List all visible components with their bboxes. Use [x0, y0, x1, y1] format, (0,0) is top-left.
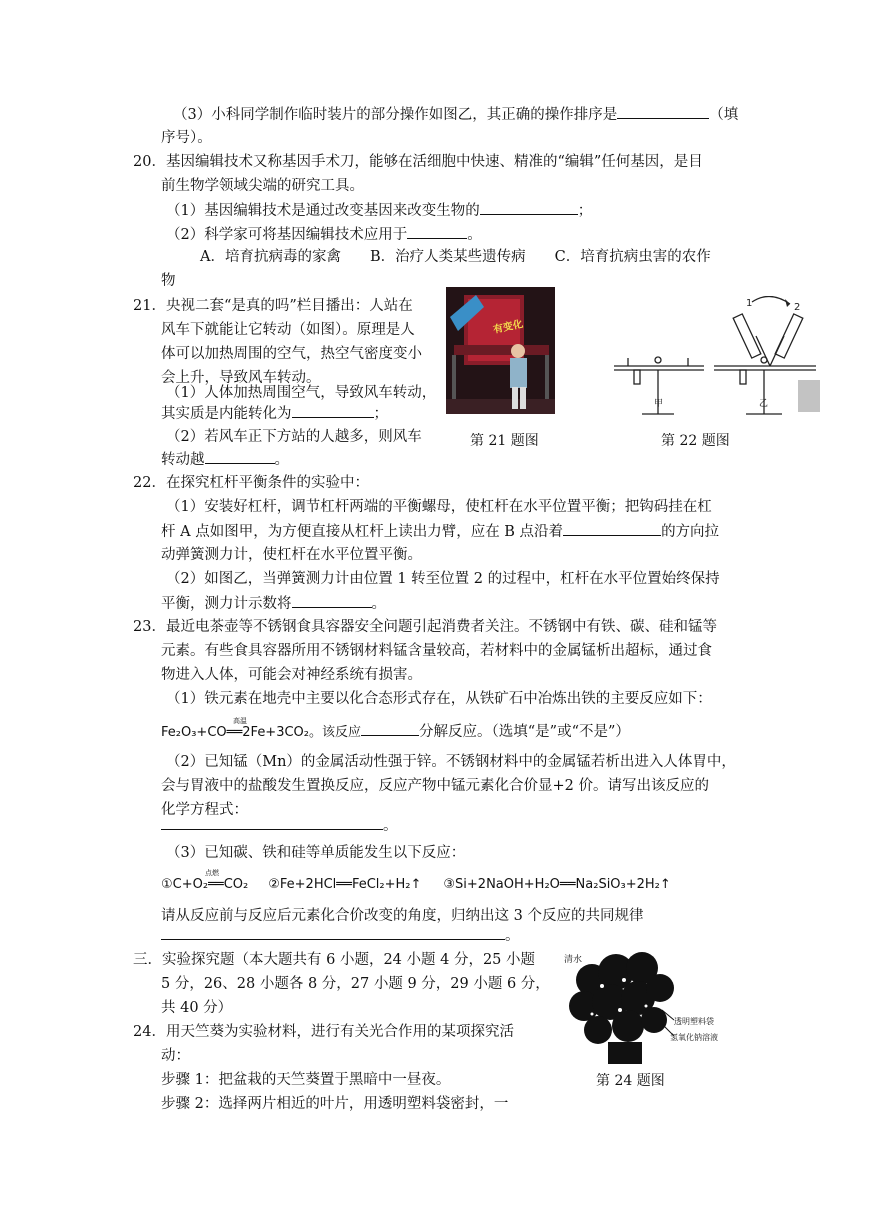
- q22-part1a: （1）安装好杠杆，调节杠杆两端的平衡螺母，使杠杆在水平位置平衡；把钩码挂在杠: [166, 499, 712, 515]
- q23-stem-line3: 物进入人体，可能会对神经系统有损害。: [161, 667, 422, 683]
- q22-part2a: （2）如图乙，当弹簧测力计由位置 1 转至位置 2 的过程中，杠杆在水平位置始终保持: [166, 571, 720, 587]
- q23-part2-answer-line: 。: [161, 815, 398, 836]
- q23-stem-line2: 元素。有些食具容器所用不锈钢材料锰含量较高，若材料中的金属锰析出超标，通过食: [161, 643, 712, 659]
- q20-part2: （2）科学家可将基因编辑技术应用于 。: [166, 224, 482, 245]
- answer-blank[interactable]: [361, 721, 419, 736]
- q23-stem-line1: 23．最近电茶壶等不锈钢食具容器安全问题引起消费者关注。不锈钢中有铁、碳、硅和锰等: [133, 619, 717, 635]
- q20-options: A．培育抗病毒的家禽 B．治疗人类某些遗传病 C．培育抗病虫害的农作: [200, 249, 711, 265]
- q23-part1: （1）铁元素在地壳中主要以化合态形式存在，从铁矿石中冶炼出铁的主要反应如下：: [166, 691, 712, 707]
- q24-figure-caption: 第 24 题图: [596, 1073, 665, 1089]
- answer-blank[interactable]: [205, 449, 275, 464]
- q19-part3-line2: 序号）。: [161, 130, 212, 146]
- q23-equation-1: Fe₂O₃+CO══2Fe+3CO₂。该反应 高温 分解反应。（选填“是”或“不是”）: [161, 721, 630, 743]
- q22-part1b: 杆 A 点如图甲，为方便直接从杠杆上读出力臂，应在 B 点沿着 的方向拉: [161, 521, 719, 542]
- plastic-bag-label: 透明塑料袋: [674, 1017, 714, 1026]
- q21-part2b: 转动越 。: [161, 449, 289, 470]
- q23-part2c: 化学方程式：: [161, 802, 248, 818]
- q22-part2b: 平衡，测力计示数将 。: [161, 593, 386, 614]
- q21-stem-line4: 会上升，导致风车转动。: [161, 370, 321, 386]
- reaction-condition: 高温: [233, 717, 247, 725]
- answer-blank[interactable]: [161, 925, 505, 940]
- answer-blank[interactable]: [292, 593, 372, 608]
- answer-blank[interactable]: [292, 403, 374, 418]
- q24-stem-line1: 24．用天竺葵为实验材料，进行有关光合作用的某项探究活: [133, 1024, 514, 1040]
- q22-figure-caption: 第 22 题图: [661, 433, 730, 449]
- answer-blank[interactable]: [563, 521, 661, 536]
- q21-stem-line3: 体可以加热周围的空气，热空气密度变小: [161, 346, 422, 362]
- q22-lever-figure: [604, 296, 822, 422]
- position-1-label: 1: [746, 298, 753, 309]
- q20-stem-line2: 前生物学领域尖端的研究工具。: [161, 178, 364, 194]
- q21-part1a: （1）人体加热周围空气，导致风车转动，: [166, 385, 437, 401]
- q23-part2b: 会与胃液中的盐酸发生置换反应，反应产物中锰元素化合价显+2 价。请写出该反应的: [161, 778, 709, 794]
- q20-options-wrap: 物: [161, 273, 176, 289]
- q21-photo: [446, 287, 555, 414]
- reaction-condition: 点燃: [205, 869, 219, 877]
- section-3-heading-line3: 共 40 分）: [161, 1000, 233, 1016]
- answer-blank[interactable]: [407, 224, 467, 239]
- q20-stem-line1: 20．基因编辑技术又称基因手术刀，能够在活细胞中快速、精准的“编辑”任何基因，是目: [133, 154, 703, 170]
- position-2-label: 2: [794, 302, 801, 313]
- q21-stem-line2: 风车下就能让它转动（如图）。原理是人: [161, 322, 415, 338]
- q22-stem: 22．在探究杠杆平衡条件的实验中：: [133, 475, 369, 491]
- q24-step2: 步骤 2：选择两片相近的叶片，用透明塑料袋密封，一: [161, 1096, 509, 1112]
- q19-part3-line1: （3）小科同学制作临时装片的部分操作如图乙，其正确的操作排序是 （填: [173, 104, 738, 125]
- q23-reactions: ①C+O₂══CO₂ 点燃 ②Fe+2HCl══FeCl₂+H₂↑ ③Si+2NaOH+H₂O══Na₂SiO₃+2H₂↑: [161, 875, 671, 895]
- q21-part1b: 其实质是内能转化为 ；: [161, 403, 388, 424]
- q20-part1: （1）基因编辑技术是通过改变基因来改变生物的 ；: [166, 200, 592, 221]
- section-3-heading-line1: 三．实验探究题（本大题共有 6 小题，24 小题 4 分，25 小题: [133, 952, 536, 968]
- naoh-solution-label: 氢氧化钠溶液: [670, 1033, 718, 1042]
- q21-part2a: （2）若风车正下方站的人越多，则风车: [166, 429, 422, 445]
- section-3-heading-line2: 5 分，26、28 小题各 8 分，27 小题 9 分，29 小题 6 分，: [161, 976, 550, 992]
- water-label: 清水: [564, 955, 583, 965]
- q21-figure-caption: 第 21 题图: [470, 433, 539, 449]
- figure-jia-label: 甲: [654, 399, 664, 409]
- person-under-windmill-image: [446, 287, 555, 414]
- answer-blank[interactable]: [161, 815, 383, 830]
- answer-blank[interactable]: [480, 200, 578, 215]
- q24-geranium-figure: [562, 950, 762, 1066]
- photo-caption-text: 有变化: [492, 318, 524, 336]
- q23-part3-answer-line: 。: [161, 925, 520, 946]
- q24-step1: 步骤 1：把盆栽的天竺葵置于黑暗中一昼夜。: [161, 1072, 451, 1088]
- q23-part3b: 请从反应前与反应后元素化合价改变的角度，归纳出这 3 个反应的共同规律: [161, 908, 644, 924]
- answer-blank[interactable]: [617, 104, 709, 119]
- q22-part1c: 动弹簧测力计，使杠杆在水平位置平衡。: [161, 547, 422, 563]
- q23-part3: （3）已知碳、铁和硅等单质能发生以下反应：: [166, 845, 466, 861]
- q21-stem-line1: 21．央视二套“是真的吗”栏目播出：人站在: [133, 298, 413, 314]
- q24-stem-line2: 动：: [161, 1048, 190, 1064]
- figure-yi-label: 乙: [759, 399, 769, 409]
- q23-part2a: （2）已知锰（Mn）的金属活动性强于锌。不锈钢材料中的金属锰若析出进入人体胃中，: [166, 754, 736, 770]
